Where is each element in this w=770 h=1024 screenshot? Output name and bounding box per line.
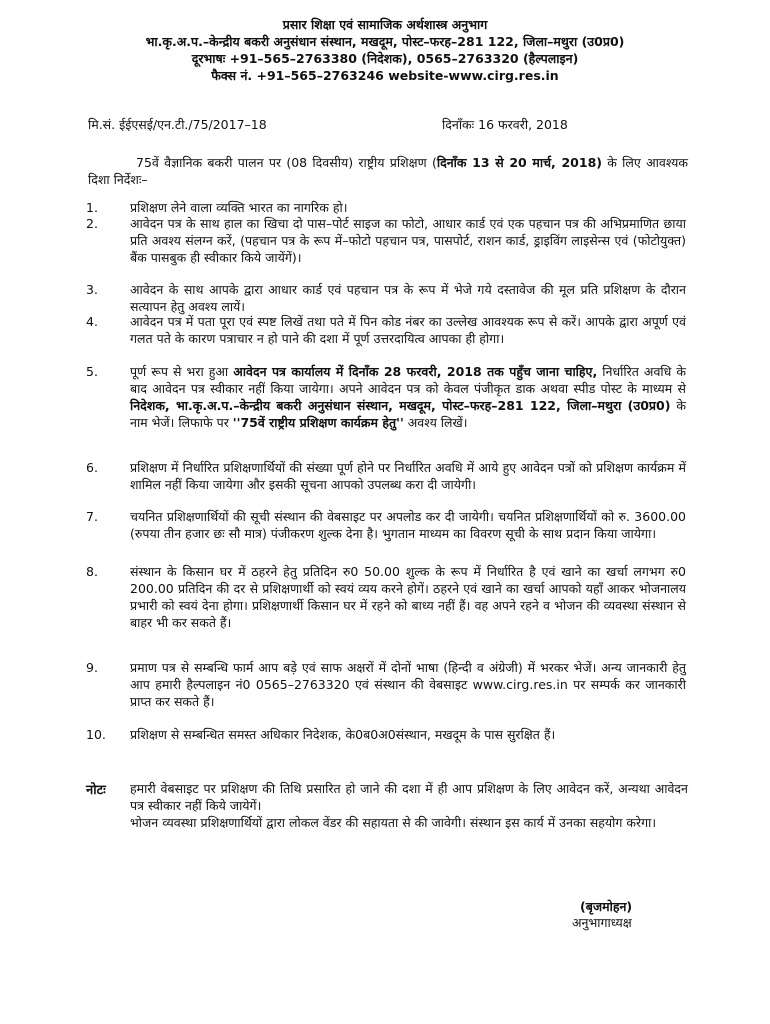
intro-text-2: के लिए आवश्यक दिशा निर्देशः– — [88, 155, 688, 187]
item-5-deadline: आवेदन पत्र कार्यालय में दिनाँक 28 फरवरी, 2018 तक पहुँच जाना चाहिए, — [233, 364, 598, 379]
item-number: 8. — [86, 564, 98, 579]
intro-dates: दिनाँक 13 से 20 मार्च, 2018) — [436, 155, 602, 170]
signatory-name: (बृजमोहन) — [580, 899, 633, 914]
item-5-text-4: अवश्य लिखें। — [403, 415, 468, 430]
item-number: 9. — [86, 660, 98, 675]
item-5-text-2: निर्धारित अवधि के बाद आवेदन पत्र स्वीकार नहीं किया जायेगा। अपने आवेदन पत्र को केवल पंजीकृत डाक अथवा स्पीड पोस्ट के माध्यम से — [130, 364, 686, 396]
note-label: नोटः — [86, 783, 106, 798]
item-number: 7. — [86, 509, 98, 524]
item-number: 1. — [86, 200, 98, 215]
item-text — [130, 363, 686, 431]
item-text: आवेदन के साथ आपके द्वारा आधार कार्ड एवं पहचान पत्र के रूप में भेजे गये दस्तावेज की मूल प्रति प्रशिक्षण के दौरान सत्यापन हेतु अवश्य लायें। — [130, 282, 686, 314]
guideline-item-5 — [86, 363, 686, 431]
item-number: 6. — [86, 460, 98, 475]
guideline-item-9 — [86, 659, 686, 710]
intro-paragraph — [88, 154, 688, 188]
guideline-item-10 — [86, 726, 686, 743]
item-text: चयनित प्रशिक्षणार्थियों की सूची संस्थान की वेबसाइट पर अपलोड कर दी जायेगी। चयनित प्रशिक्षणार्थियों को रु. 3600.00 (रुपया तीन हजार छः सौ मात्र) पंजीकरण शुल्क देना है। भुगतान माध्यम का विवरण सूची के साथ प्रदान किया जायेगा। — [130, 509, 686, 541]
reference-number: मि.सं. ईईएसई/एन.टी./75/2017–18 — [88, 117, 267, 132]
item-text: प्रमाण पत्र से सम्बन्धि फार्म आप बड़े एवं साफ अक्षरों में दोनों भाषा (हिन्दी व अंग्रेजी) में भरकर भेजें। अन्य जानकारी हेतु आप हमारी हैल्पलाइन नं0 0565–2763320 एवं संस्थान की वेबसाइट www.cirg.res.in पर सम्पर्क कर जानकारी प्राप्त कर सकते हैं। — [130, 660, 686, 709]
item-text: प्रशिक्षण में निर्धारित प्रशिक्षणार्थियों की संख्या पूर्ण होने पर निर्धारित अवधि में आये हुए आवेदन पत्रों को प्रशिक्षण कार्यक्रम में शामिल नहीं किया जायेगा और इसकी सूचना आपको उपलब्ध करा दी जायेगी। — [130, 460, 686, 492]
note-text-1: हमारी वेबसाइट पर प्रशिक्षण की तिथि प्रसारित हो जाने की दशा में ही आप प्रशिक्षण के लिए आवेदन करें, अन्यथा आवेदन पत्र स्वीकार नहीं किये जायेगें। — [130, 781, 688, 813]
header-fax-website: फैक्स नं. +91–565–2763246 website-www.cirg.res.in — [211, 68, 559, 83]
item-number: 10. — [86, 727, 106, 742]
item-text: प्रशिक्षण से सम्बन्धित समस्त अधिकार निदेशक, के0ब0अ0संस्थान, मखदूम के पास सुरक्षित हैं। — [130, 727, 556, 742]
guideline-item-2 — [86, 215, 686, 266]
guideline-item-3 — [86, 281, 686, 315]
guideline-item-4 — [86, 313, 686, 347]
item-text: प्रशिक्षण लेने वाला व्यक्ति भारत का नागरिक हो। — [130, 200, 348, 215]
guideline-item-6 — [86, 459, 686, 493]
item-5-address: निदेशक, भा.कृ.अ.प.–केन्द्रीय बकरी अनुसंधान संस्थान, मखदूम, पोस्ट–फरह–281 122, जिला–मथुरा (उ0प्र0) — [130, 398, 671, 413]
item-text: संस्थान के किसान घर में ठहरने हेतु प्रतिदिन रु0 50.00 शुल्क के रूप में निर्धारित है एवं खाने का खर्चा लगभग रु0 200.00 प्रतिदिन की दर से प्रशिक्षणार्थी को स्वयं व्यय करने होगें। ठहरने एवं खाने का खर्चा आपको यहाँ आकर भोजनालय प्रभारी को स्वयं देना होगा। प्रशिक्षणार्थी किसान घर में रहने को बाध्य नहीं हैं। वह अपने रहने व भोजन की व्यवस्था संस्थान से बाहर भी कर सकते हैं। — [130, 564, 686, 630]
item-number: 3. — [86, 282, 98, 297]
item-number: 4. — [86, 314, 98, 329]
item-number: 5. — [86, 364, 98, 379]
item-5-envelope-label: ''75वें राष्ट्रीय प्रशिक्षण कार्यक्रम हेतु'' — [232, 415, 404, 430]
note-section — [86, 780, 688, 831]
letter-date: दिनाँकः 16 फरवरी, 2018 — [442, 117, 568, 132]
guideline-item-7 — [86, 508, 686, 542]
header-section-name: प्रसार शिक्षा एवं सामाजिक अर्थशास्त्र अनुभाग — [282, 17, 488, 32]
note-text-2: भोजन व्यवस्था प्रशिक्षणार्थियों द्वारा लोकल वेंडर की सहायता से की जावेगी। संस्थान इस कार्य में उनका सहयोग करेगा। — [130, 815, 657, 830]
header-institute-address: भा.कृ.अ.प.–केन्द्रीय बकरी अनुसंधान संस्थान, मखदूम, पोस्ट–फरह–281 122, जिला–मथुरा (उ0प्र0) — [145, 34, 625, 49]
header-phone: दूरभाषः +91–565–2763380 (निदेशक), 0565–2763320 (हैल्पलाइन) — [191, 51, 579, 66]
item-text: आवेदन पत्र में पता पूरा एवं स्पष्ट लिखें तथा पते में पिन कोड नंबर का उल्लेख आवश्यक रूप से करें। आपके द्वारा अपूर्ण एवं गलत पते के कारण पत्राचार न हो पाने की दशा में पूर्ण उत्तरदायित्व आपका ही होगा। — [130, 314, 686, 346]
item-number: 2. — [86, 216, 98, 231]
intro-text-1: 75वें वैज्ञानिक बकरी पालन पर (08 दिवसीय) राष्ट्रीय प्रशिक्षण ( — [136, 155, 437, 170]
guideline-item-8 — [86, 563, 686, 631]
item-5-text-1: पूर्ण रूप से भरा हुआ — [130, 364, 234, 379]
item-5-text-3: के नाम भेजें। लिफाफे पर — [130, 398, 687, 430]
signatory-designation: अनुभागाध्यक्ष — [572, 915, 632, 930]
item-text: आवेदन पत्र के साथ हाल का खिचा दो पास–पोर्ट साइज का फोटो, आधार कार्ड एवं एक पहचान पत्र की अभिप्रमाणित छाया प्रति अवश्य संलग्न करें, (पहचान पत्र के रूप में–फोटो पहचान पत्र, पासपोर्ट, राशन कार्ड, ड्राइविंग लाइसेन्स एवं (फोटोयुक्त) बैंक पासबुक ही स्वीकार किये जायेंगें)। — [130, 216, 686, 265]
guideline-item-1 — [86, 199, 686, 216]
